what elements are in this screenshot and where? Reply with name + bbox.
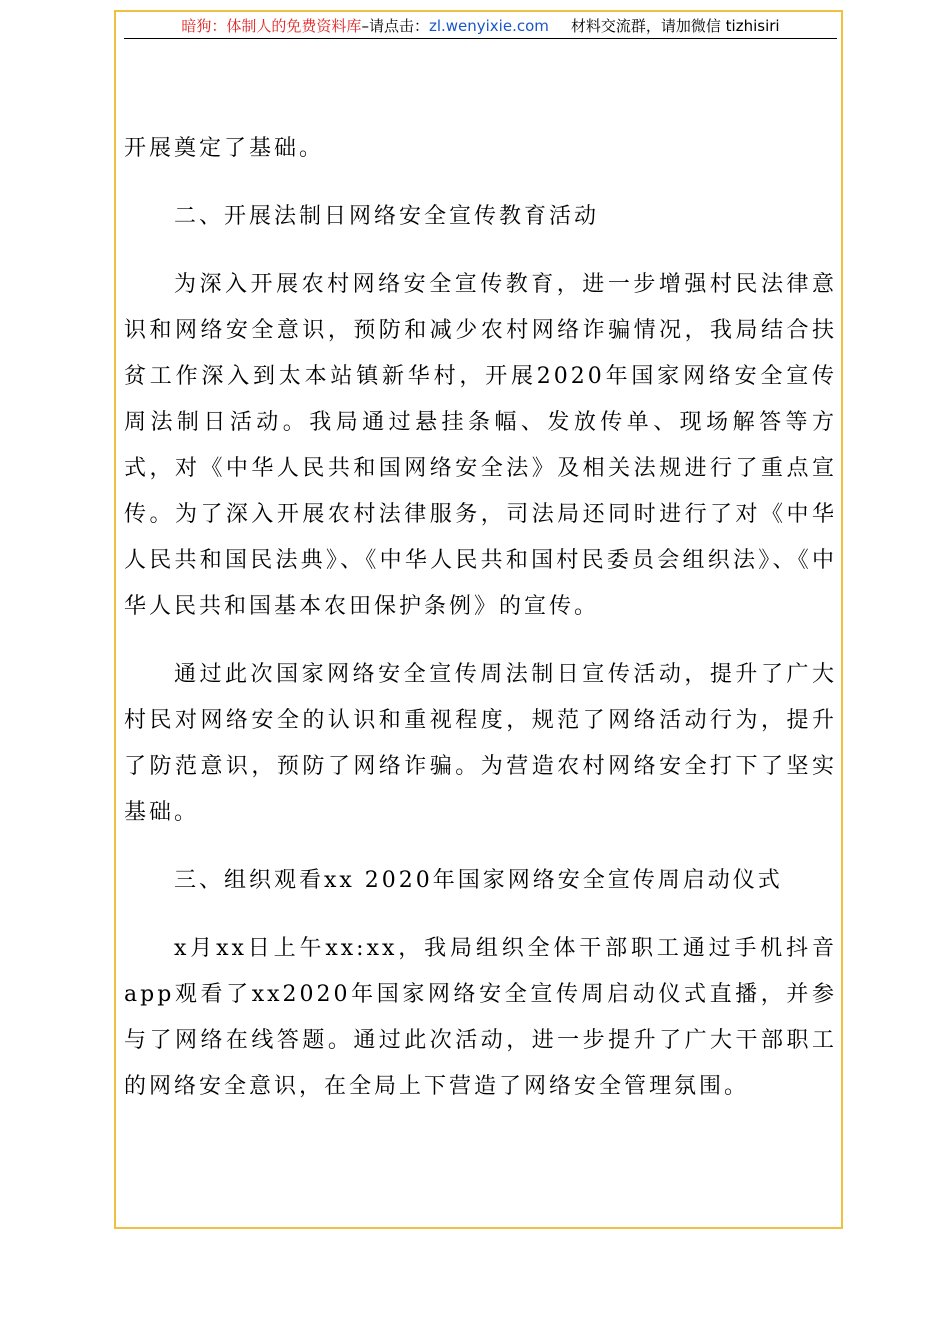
paragraph-launch-ceremony: x月xx日上午xx:xx，我局组织全体干部职工通过手机抖音app观看了xx2020年国家网络安全宣传周启动仪式直播，并参与了网络在线答题。通过此次活动，进一步提升了广大干部职工的网络安全意识，在全局上下营造了网络安全管理氛围。 <box>124 936 837 1099</box>
document-body <box>124 126 837 1110</box>
header-brand: 暗狗：体制人的免费资料库 <box>181 17 362 35</box>
section-heading-3: 三、组织观看xx 2020年国家网络安全宣传周启动仪式 <box>174 868 783 893</box>
section-heading-2: 二、开展法制日网络安全宣传教育活动 <box>174 204 600 229</box>
header-prompt: –请点击： <box>361 17 429 35</box>
paragraph-continuation: 开展奠定了基础。 <box>124 136 325 161</box>
page-header <box>124 14 837 39</box>
header-link[interactable]: zl.wenyixie.com <box>428 17 549 35</box>
paragraph-law-day: 为深入开展农村网络安全宣传教育，进一步增强村民法律意识和网络安全意识，预防和减少农村网络诈骗情况，我局结合扶贫工作深入到太本站镇新华村，开展2020年国家网络安全宣传周法制日活动。我局通过悬挂条幅、发放传单、现场解答等方式，对《中华人民共和国网络安全法》及相关法规进行了重点宣传。为了深入开展农村法律服务，司法局还同时进行了对《中华人民共和国民法典》、《中华人民共和国村民委员会组织法》、《中华人民共和国基本农田保护条例》的宣传。 <box>124 272 837 619</box>
paragraph-outcome: 通过此次国家网络安全宣传周法制日宣传活动，提升了广大村民对网络安全的认识和重视程度，规范了网络活动行为，提升了防范意识，预防了网络诈骗。为营造农村网络安全打下了坚实基础。 <box>124 662 837 825</box>
header-contact: 材料交流群，请加微信 tizhisiri <box>570 17 780 35</box>
